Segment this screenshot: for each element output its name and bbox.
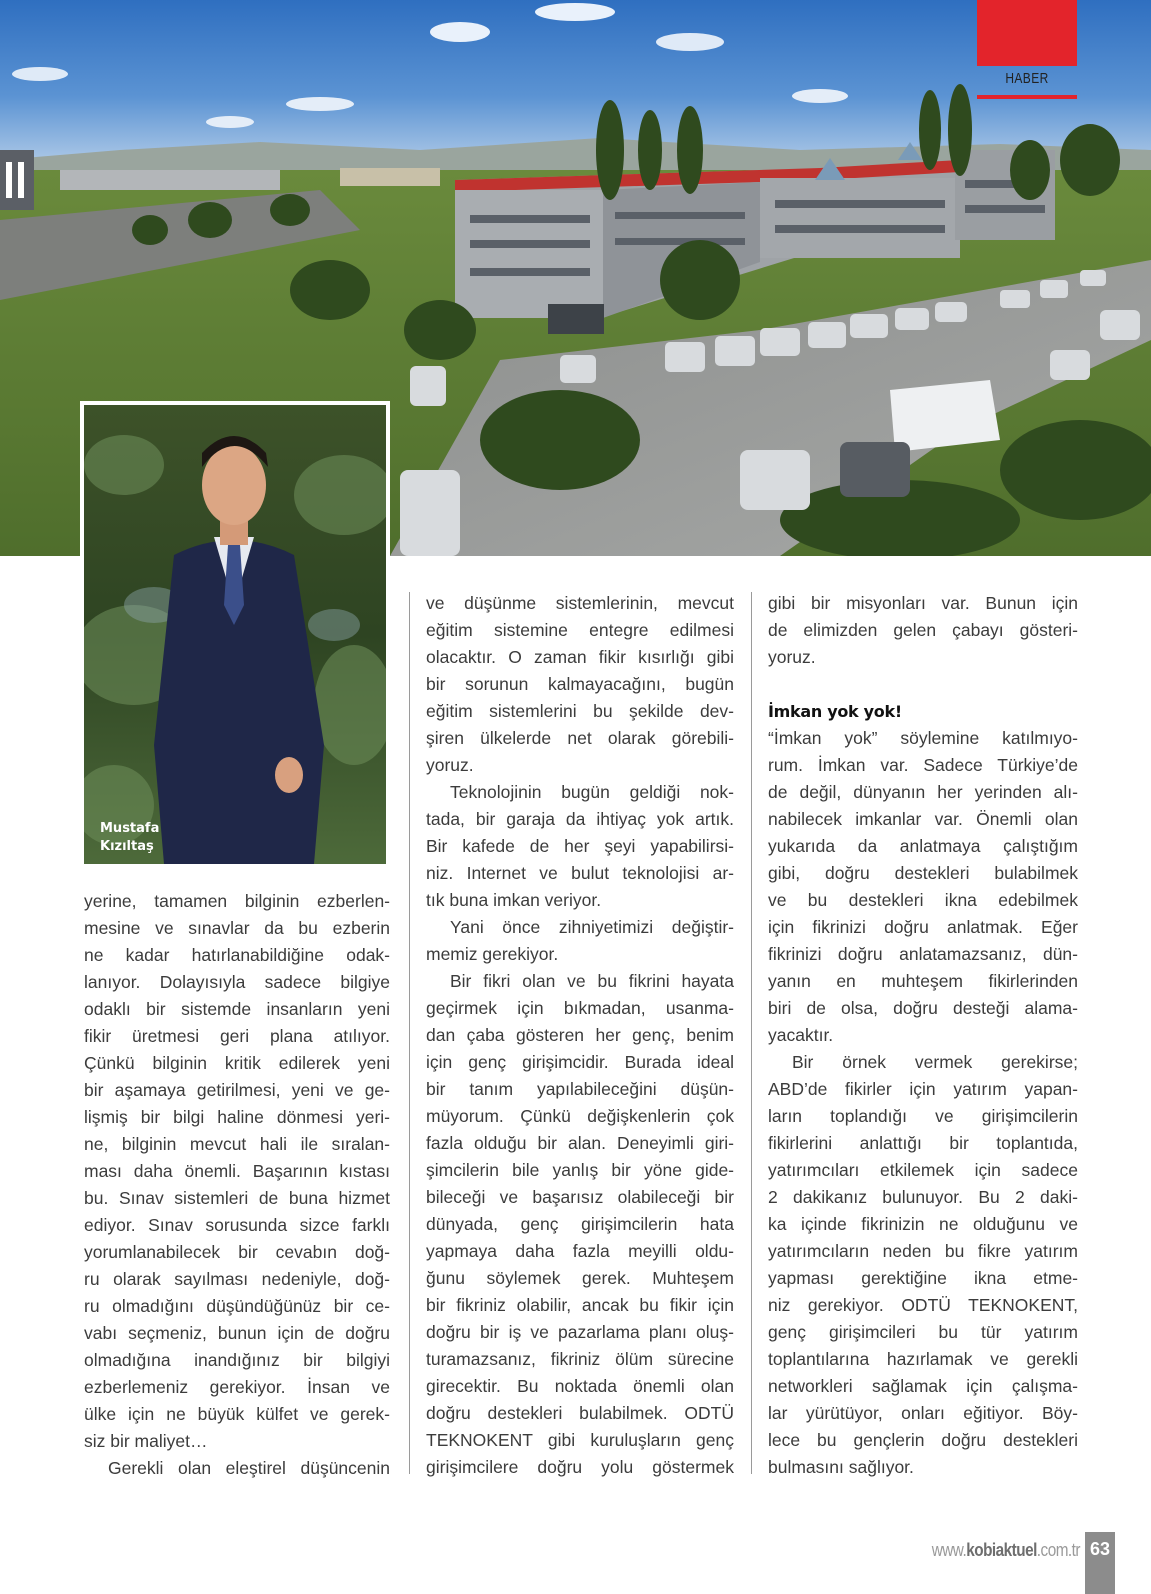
caption-last-name: Kızıltaş <box>100 839 154 854</box>
text-line: yatırımcıları etkilemek için sadece <box>768 1160 1078 1180</box>
text-line: ediyor. Sınav sorusunda sizce farklı <box>84 1215 390 1235</box>
text-line: siz bir maliyet… <box>84 1431 208 1451</box>
url-brand: kobiaktuel <box>966 1540 1037 1560</box>
text-line: girişimcilere doğru yolu göstermek <box>426 1457 734 1477</box>
text-line: Bir örnek vermek gerekirse; <box>792 1052 1078 1072</box>
text-line: toplantılarına hazırlamak ve gerekli <box>768 1349 1078 1369</box>
text-line: nabilecek imkanlar var. Önemli olan <box>768 809 1078 829</box>
text-line: girecektir. Bu noktada önemli olan <box>426 1376 734 1396</box>
text-line: ması daha önemli. Başarının kıstası <box>84 1161 390 1181</box>
caption-first-name: Mustafa <box>100 821 160 836</box>
section-label: HABER <box>1005 70 1049 87</box>
section-color-block <box>977 0 1077 66</box>
portrait-frame <box>80 401 390 868</box>
text-line: ru olarak sayılması nedeniyle, doğ- <box>84 1269 390 1289</box>
text-line: ğunu söylemek gerek. Muhteşem <box>426 1268 734 1288</box>
text-line: için genç girişimcidir. Burada ideal <box>426 1052 734 1072</box>
paragraph <box>84 888 390 1455</box>
subheading: İmkan yok yok! <box>768 702 902 721</box>
text-line: networkleri sağlamak için çalışma- <box>768 1376 1078 1396</box>
article-column-3 <box>768 590 1078 1481</box>
text-line: ru olmadığını düşündüğünüz bir ce- <box>84 1296 390 1316</box>
text-line: yanın en muhteşem fikirlerinden <box>768 971 1078 991</box>
text-line: yapması gerektiğine ikna etme- <box>768 1268 1078 1288</box>
text-line: yukarıda da anlatmaya çalıştığım <box>768 836 1078 856</box>
text-line: vabı seçmeniz, bunun için de doğru <box>84 1323 390 1343</box>
text-line: dan çaba gösteren her genç, benim <box>426 1025 734 1045</box>
text-line: bir aşamaya getirilmesi, yeni ve ge- <box>84 1080 390 1100</box>
text-line: geçirmek için bıkmadan, usanma- <box>426 998 734 1018</box>
text-line: yacaktır. <box>768 1025 834 1045</box>
paragraph <box>426 968 734 1481</box>
text-line: doğru destekleri bulabilmek. ODTÜ <box>426 1403 734 1423</box>
text-line: lişmiş bir bilgi haline dönmesi yeri- <box>84 1107 390 1127</box>
text-line: Bir kafede de her şeyi yapabilirsi- <box>426 836 734 856</box>
portrait-caption <box>100 820 159 856</box>
text-line: yoruz. <box>426 755 474 775</box>
text-line: Bir fikri olan ve bu fikrini hayata <box>450 971 734 991</box>
text-line: odaklı bir sistemde insanların yeni <box>84 999 390 1019</box>
text-line: ne, bilginin mevcut hali ile sıralan- <box>84 1134 390 1154</box>
text-line: yapmaya daha fazla meyilli oldu- <box>426 1241 734 1261</box>
text-line: ABD’de fikirler için yatırım yapan- <box>768 1079 1078 1099</box>
text-line: lar yürütüyor, onları eğitiyor. Böy- <box>768 1403 1078 1423</box>
text-line: ezberlemeniz gerekiyor. İnsan ve <box>84 1377 390 1397</box>
text-line: bu. Sınav sistemleri de buna hizmet <box>84 1188 390 1208</box>
text-line: lece bu gençlerin doğru destekleri <box>768 1430 1078 1450</box>
text-line: fikir üretmesi geri plana atılıyor. <box>84 1026 390 1046</box>
text-line: Yani önce zihniyetimizi değiştir- <box>450 917 734 937</box>
paragraph <box>768 725 1078 1049</box>
text-line: TEKNOKENT gibi kuruluşların genç <box>426 1430 734 1450</box>
text-line: memiz gerekiyor. <box>426 944 559 964</box>
text-line: eğitim sistemine entegre edilmesi <box>426 620 734 640</box>
paragraph <box>426 914 734 968</box>
text-line: ülke için ne büyük külfet ve gerek- <box>84 1404 390 1424</box>
url-prefix: www. <box>931 1540 967 1560</box>
text-line: niz gerekiyor. ODTÜ TEKNOKENT, <box>768 1295 1078 1315</box>
text-line: ların toplandığı ve girişimcilerin <box>768 1106 1078 1126</box>
text-line: bir fikriniz olabilir, ancak bu fikir için <box>426 1295 734 1315</box>
paragraph <box>768 590 1078 671</box>
text-line: ne kadar hatırlanabildiğine odak- <box>84 945 390 965</box>
paragraph <box>426 779 734 914</box>
article-column-2 <box>426 590 734 1481</box>
text-line: yerine, tamamen bilginin ezberlen- <box>84 891 390 911</box>
column-divider <box>751 592 752 1474</box>
url-suffix: .com.tr <box>1036 1540 1080 1560</box>
text-line: eğitim sistemlerini bu şekilde dev- <box>426 701 734 721</box>
text-line: dünyada, genç girişimcilerin hata <box>426 1214 734 1234</box>
text-line: ve düşünme sistemlerinin, mevcut <box>426 593 734 613</box>
text-line: genç girişimcileri bu tür yatırım <box>768 1322 1078 1342</box>
text-line: lanıyor. Dolayısıyla sadece bilgiye <box>84 972 390 992</box>
text-line: 2 dakikanız bulunuyor. Bu 2 daki- <box>768 1187 1078 1207</box>
text-line: şimcilerin bile yanlış bir yöne gide- <box>426 1160 734 1180</box>
text-line: Gerekli olan eleştirel düşüncenin <box>108 1458 390 1478</box>
text-line: mesine ve sınavlar da bu ezberin <box>84 918 390 938</box>
text-line: fikrinizi doğru anlatamazsanız, dün- <box>768 944 1078 964</box>
text-line: bir tanım yapılabileceğini düşün- <box>426 1079 734 1099</box>
column-divider <box>409 592 410 1474</box>
text-line: bileceği ve başarısız olabileceği bir <box>426 1187 734 1207</box>
text-line: olacaktır. O zaman fikir kısırlığı gibi <box>426 647 734 667</box>
text-line: için fikrinizi doğru anlatmak. Eğer <box>768 917 1078 937</box>
text-line: şiren ülkelerde net olarak görebili- <box>426 728 734 748</box>
page-number: 63 <box>1085 1532 1115 1594</box>
text-line: bir sorunun kalmayacağını, bugün <box>426 674 734 694</box>
text-line: biri de olsa, doğru desteği alama- <box>768 998 1078 1018</box>
section-rule <box>977 95 1077 99</box>
text-line: olmadığına inandığınız bir bilgiyi <box>84 1350 390 1370</box>
text-line: de elimizden gelen çabayı gösteri- <box>768 620 1078 640</box>
text-line: fazla olduğu bir alan. Deneyimli giri- <box>426 1133 734 1153</box>
portrait-photo <box>84 405 386 864</box>
article-column-1 <box>84 888 390 1482</box>
text-line: de değil, dünyanın her yerinden alı- <box>768 782 1078 802</box>
text-line: turamazsanız, fikriniz ölüm sürecine <box>426 1349 734 1369</box>
text-line: yorumlanabilecek bir cevabın doğ- <box>84 1242 390 1262</box>
text-line: müyorum. Çünkü değişkenlerin çok <box>426 1106 734 1126</box>
text-line: tık buna imkan veriyor. <box>426 890 602 910</box>
text-line: Çünkü bilginin kritik edilerek yeni <box>84 1053 390 1073</box>
paragraph <box>426 590 734 779</box>
text-line: “İmkan yok” söylemine katılmıyo- <box>768 728 1078 748</box>
text-line: gibi bir misyonları var. Bunun için <box>768 593 1078 613</box>
text-line: niz. Internet ve bulut teknolojisi ar- <box>426 863 734 883</box>
text-line: fikirlerini anlattığı bir toplantıda, <box>768 1133 1078 1153</box>
text-line: tada, bir garaja da ihtiyaç yok artık. <box>426 809 734 829</box>
paragraph <box>84 1455 390 1482</box>
text-line: yoruz. <box>768 647 816 667</box>
text-line: Teknolojinin bugün geldiği nok- <box>450 782 734 802</box>
text-line: ve bu destekleri ikna edebilmek <box>768 890 1078 910</box>
text-line: yatırımcıların neden bu fikre yatırım <box>768 1241 1078 1261</box>
paragraph <box>768 1049 1078 1481</box>
text-line: ka içinde fikrinizin ne olduğunu ve <box>768 1214 1078 1234</box>
text-line: gibi, doğru destekleri bulabilmek <box>768 863 1078 883</box>
footer-website[interactable] <box>910 1540 1080 1561</box>
text-line: doğru bir iş ve pazarlama planı oluş- <box>426 1322 734 1342</box>
text-line: rum. İmkan var. Sadece Türkiye’de <box>768 755 1078 775</box>
text-line: bulmasını sağlıyor. <box>768 1457 914 1477</box>
subheading-wrap <box>768 698 1078 725</box>
